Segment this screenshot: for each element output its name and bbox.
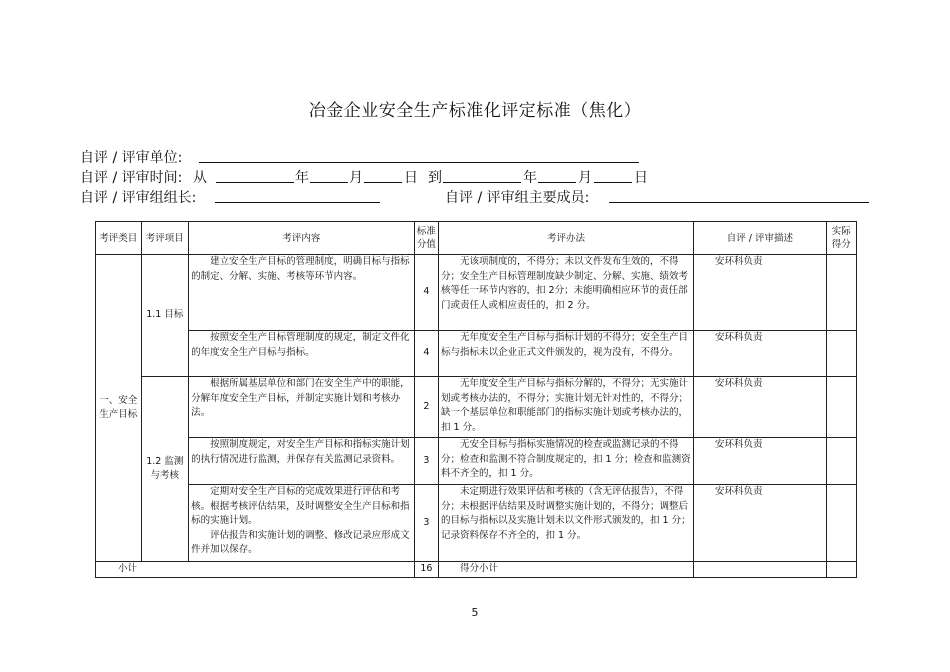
content-paragraph: 评估报告和实施计划的调整、修改记录应形成文件并加以保存。 bbox=[191, 529, 410, 555]
subtotal-label: 小计 bbox=[96, 562, 415, 578]
subtotal-score: 16 bbox=[414, 562, 438, 578]
to-text: 到 bbox=[428, 170, 442, 186]
actual-score-cell[interactable] bbox=[826, 485, 856, 562]
from-day-field[interactable] bbox=[364, 182, 402, 183]
method-cell: 无年度安全生产目标与指标计划的不得分；安全生产目标与指标未以企业正式文件颁发的，视为没有，不得分。 bbox=[439, 331, 694, 377]
desc-cell: 安环科负责 bbox=[694, 331, 827, 377]
to-year-text: 年 bbox=[523, 170, 537, 186]
method-cell: 无该项制度的，不得分；未以文件发布生效的，不得分；安全生产目标管理制度缺少制定、分解、实施、绩效考核等任一环节内容的，扣 2分；未能明确相应环节的责任部门或责任人或相应责任的，扣 2 分。 bbox=[439, 255, 694, 331]
header-score: 标准分值 bbox=[414, 222, 438, 255]
table-row bbox=[96, 485, 857, 562]
to-month-text: 月 bbox=[578, 170, 592, 186]
unit-label: 自评 / 评审单位: bbox=[80, 150, 183, 166]
content-cell bbox=[189, 485, 415, 562]
from-month-field[interactable] bbox=[310, 182, 348, 183]
from-year-field[interactable] bbox=[216, 182, 294, 183]
header-actual: 实际得分 bbox=[826, 222, 856, 255]
members-label: 自评 / 评审组主要成员: bbox=[445, 190, 590, 206]
score-cell: 3 bbox=[414, 438, 438, 485]
members-field[interactable] bbox=[609, 202, 869, 203]
subtotal-row bbox=[96, 562, 857, 578]
method-cell: 未定期进行效果评估和考核的（含无评估报告），不得分；未根据评估结果及时调整实施计划的，不得分；调整后的目标与指标以及实施计划未以文件形式颁发的，扣 1 分；记录资料保存不齐全的，扣 1 分。 bbox=[439, 485, 694, 562]
to-day-field[interactable] bbox=[594, 182, 632, 183]
score-cell: 3 bbox=[414, 485, 438, 562]
to-day-text: 日 bbox=[634, 170, 648, 186]
item-cell: 1.1 目标 bbox=[141, 255, 189, 377]
desc-cell: 安环科负责 bbox=[694, 438, 827, 485]
desc-cell: 安环科负责 bbox=[694, 255, 827, 331]
desc-cell: 安环科负责 bbox=[694, 377, 827, 438]
actual-score-cell[interactable] bbox=[826, 377, 856, 438]
from-year-text: 年 bbox=[295, 170, 309, 186]
subtotal-actual-cell[interactable] bbox=[826, 562, 856, 578]
from-text: 从 bbox=[193, 170, 207, 186]
content-cell: 建立安全生产目标的管理制度，明确目标与指标的制定、分解、实施、考核等环节内容。 bbox=[189, 255, 415, 331]
score-cell: 4 bbox=[414, 255, 438, 331]
method-cell: 无安全目标与指标实施情况的检查或监测记录的不得分；检查和监测不符合制度规定的，扣 1 分；检查和监测资料不齐全的，扣 1 分。 bbox=[439, 438, 694, 485]
table-row bbox=[96, 377, 857, 438]
header-content: 考评内容 bbox=[189, 222, 415, 255]
unit-field[interactable] bbox=[199, 162, 639, 163]
leader-label: 自评 / 评审组组长: bbox=[80, 190, 197, 206]
score-cell: 2 bbox=[414, 377, 438, 438]
content-cell: 根据所属基层单位和部门在安全生产中的职能，分解年度安全生产目标，并制定实施计划和考核办法。 bbox=[189, 377, 415, 438]
score-subtotal-value[interactable] bbox=[694, 562, 827, 578]
content-paragraph: 定期对安全生产目标的完成效果进行评估和考核。根据考核评估结果，及时调整安全生产目标和指标的实施计划。 bbox=[191, 486, 410, 526]
from-month-text: 月 bbox=[349, 170, 363, 186]
evaluation-table bbox=[95, 221, 857, 578]
time-label: 自评 / 评审时间: bbox=[80, 170, 183, 186]
desc-cell: 安环科负责 bbox=[694, 485, 827, 562]
from-day-text: 日 bbox=[404, 170, 418, 186]
content-cell: 按照安全生产目标管理制度的规定，制定文件化的年度安全生产目标与指标。 bbox=[189, 331, 415, 377]
to-month-field[interactable] bbox=[538, 182, 576, 183]
category-cell: 一、安全生产目标 bbox=[96, 255, 142, 562]
table-row bbox=[96, 331, 857, 377]
item-cell: 1.2 监测与考核 bbox=[141, 377, 189, 562]
content-cell: 按照制度规定，对安全生产目标和指标实施计划的执行情况进行监测，并保存有关监测记录资料。 bbox=[189, 438, 415, 485]
header-desc: 自评 / 评审描述 bbox=[694, 222, 827, 255]
score-subtotal-label: 得分小计 bbox=[439, 562, 694, 578]
table-row bbox=[96, 438, 857, 485]
page-number: 5 bbox=[471, 606, 479, 619]
actual-score-cell[interactable] bbox=[826, 255, 856, 331]
document-title: 冶金企业安全生产标准化评定标准（焦化） bbox=[308, 101, 642, 121]
method-cell: 无年度安全生产目标与指标分解的，不得分；无实施计划或考核办法的，不得分；实施计划无针对性的，不得分；缺一个基层单位和职能部门的指标实施计划或考核办法的，扣 1 分。 bbox=[439, 377, 694, 438]
header-item: 考评项目 bbox=[141, 222, 189, 255]
actual-score-cell[interactable] bbox=[826, 438, 856, 485]
table-row bbox=[96, 255, 857, 331]
leader-field[interactable] bbox=[215, 202, 380, 203]
header-category: 考评类目 bbox=[96, 222, 142, 255]
actual-score-cell[interactable] bbox=[826, 331, 856, 377]
header-method: 考评办法 bbox=[439, 222, 694, 255]
score-cell: 4 bbox=[414, 331, 438, 377]
to-year-field[interactable] bbox=[443, 182, 521, 183]
